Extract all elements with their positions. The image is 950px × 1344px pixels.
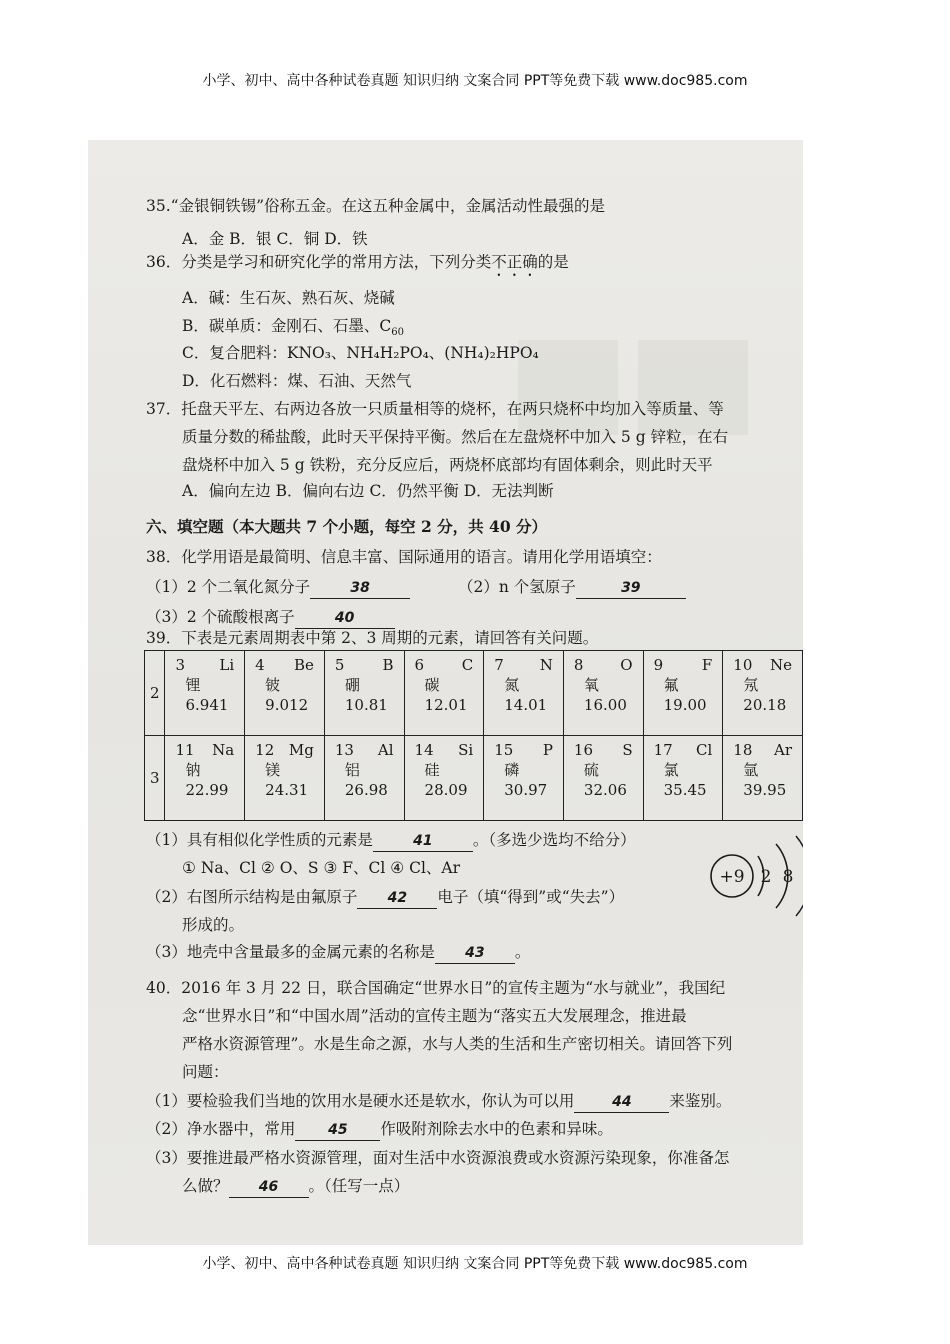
blank-46[interactable]: 46 — [229, 1177, 309, 1198]
q36-stem — [146, 252, 569, 280]
q38-stem: 38．化学用语是最简明、信息丰富、国际通用的语言。请用化学用语填空： — [146, 548, 662, 566]
q36-option-b-text: B．碳单质：金刚石、石墨、C — [182, 317, 392, 335]
period-3-row — [145, 736, 803, 821]
q38-part2-label: （2）n 个氢原子 — [458, 578, 576, 596]
element-cell: 6 C 碳 12.01 — [404, 651, 484, 736]
q40-sub2-end: 作吸附剂除去水中的色素和异味。 — [380, 1120, 613, 1138]
q36-emphasis: 不正确 — [491, 253, 538, 271]
section-six-title: 六、填空题（本大题共 7 个小题，每空 2 分，共 40 分） — [146, 517, 548, 536]
blank-43[interactable]: 43 — [435, 943, 515, 964]
q37-line1: 37．托盘天平左、右两边各放一只质量相等的烧杯，在两只烧杯中均加入等质量、等 — [146, 400, 724, 418]
blank-38[interactable]: 38 — [310, 578, 410, 599]
q36-option-b-sub: 60 — [391, 327, 404, 339]
q40-sub3-cont — [182, 1176, 409, 1198]
element-cell: 4 Be 铍 9.012 — [245, 651, 325, 736]
q39-sub1 — [146, 830, 636, 852]
q35-options: A．金 B．银 C．铜 D．铁 — [182, 230, 368, 248]
fluoride-ion-structure-diagram — [700, 828, 803, 924]
q40-sub1-label: （1）要检验我们当地的饮用水是硬水还是软水，你认为可以用 — [146, 1092, 575, 1110]
element-cell: 10 Ne 氖 20.18 — [723, 651, 803, 736]
q40-sub2 — [146, 1119, 613, 1141]
q39-sub2-label: （2）右图所示结构是由氟原子 — [146, 888, 358, 906]
blank-41[interactable]: 41 — [373, 831, 473, 852]
q37-options: A．偏向左边 B．偏向右边 C．仍然平衡 D．无法判断 — [182, 482, 554, 500]
q39-sub2 — [146, 887, 624, 909]
element-cell: 8 O 氧 16.00 — [563, 651, 643, 736]
q39-sub2-cont: 形成的。 — [182, 916, 245, 934]
q40-sub2-label: （2）净水器中，常用 — [146, 1120, 296, 1138]
q39-sub3 — [146, 942, 530, 964]
q36-option-a: A．碱：生石灰、熟石灰、烧碱 — [182, 289, 395, 307]
q38-part3-label: （3）2 个硫酸根离子 — [146, 608, 295, 626]
shell-1-electrons: 2 — [760, 867, 772, 887]
period-2-row — [145, 651, 803, 736]
q39-stem: 39．下表是元素周期表中第 2、3 周期的元素，请回答有关问题。 — [146, 629, 599, 647]
q40-sub3: （3）要推进最严格水资源管理，面对生活中水资源浪费或水资源污染现象，你准备怎 — [146, 1149, 730, 1167]
q40-line4: 问题： — [182, 1063, 229, 1081]
q40-sub1 — [146, 1091, 731, 1113]
q40-line1: 40．2016 年 3 月 22 日，联合国确定“世界水日”的宣传主题为“水与就业”，我国纪 — [146, 979, 726, 997]
q39-sub1-note: 。（多选少选均不给分） — [472, 831, 636, 849]
q36-option-d: D．化石燃料：煤、石油、天然气 — [182, 372, 412, 390]
q39-sub3-end: 。 — [514, 943, 531, 961]
q39-sub1-options: ① Na、Cl ② O、S ③ F、Cl ④ Cl、Ar — [182, 859, 461, 877]
bleed-through-shading — [638, 340, 748, 435]
q37-line3: 盘烧杯中加入 5 g 铁粉，充分反应后，两烧杯底部均有固体剩余，则此时天平 — [182, 456, 713, 474]
element-cell: 13 Al 铝 26.98 — [324, 736, 404, 821]
q38-part3 — [146, 607, 395, 629]
q40-line2: 念“世界水日”和“中国水周”活动的宣传主题为“落实五大发展理念，推进最 — [182, 1007, 687, 1025]
element-cell: 11 Na 钠 22.99 — [165, 736, 245, 821]
shell-2-electrons: 8 — [782, 867, 794, 887]
q40-sub1-end: 来鉴别。 — [669, 1092, 732, 1110]
blank-42[interactable]: 42 — [357, 888, 437, 909]
q36-option-b — [182, 316, 404, 343]
q36-stem-end: 的是 — [537, 253, 569, 271]
element-cell: 16 S 硫 32.06 — [563, 736, 643, 821]
nucleus-charge: +9 — [719, 867, 745, 887]
element-cell: 17 Cl 氯 35.45 — [643, 736, 723, 821]
page-footer: 小学、初中、高中各种试卷真题 知识归纳 文案合同 PPT等免费下载 www.doc985.com — [202, 1256, 748, 1272]
page-header: 小学、初中、高中各种试卷真题 知识归纳 文案合同 PPT等免费下载 www.doc985.com — [202, 73, 748, 89]
q38-part1-label: （1）2 个二氧化氮分子 — [146, 578, 311, 596]
element-cell: 9 F 氟 19.00 — [643, 651, 723, 736]
element-cell: 3 Li 锂 6.941 — [165, 651, 245, 736]
q40-sub3-prompt: 么做？ — [182, 1177, 229, 1195]
q39-sub1-label: （1）具有相似化学性质的元素是 — [146, 831, 373, 849]
period-label: 3 — [145, 736, 165, 821]
blank-44[interactable]: 44 — [574, 1092, 669, 1113]
q36-option-c: C．复合肥料：KNO₃、NH₄H₂PO₄、(NH₄)₂HPO₄ — [182, 344, 539, 362]
q39-sub2-note: 电子（填“得到”或“失去”） — [437, 888, 625, 906]
scanned-exam-page — [88, 140, 803, 1245]
q40-sub3-end: 。（任写一点） — [308, 1177, 410, 1195]
element-cell: 5 B 硼 10.81 — [324, 651, 404, 736]
period-label: 2 — [145, 651, 165, 736]
q35-stem: 35.“金银铜铁锡”俗称五金。在这五种金属中，金属活动性最强的是 — [146, 197, 606, 215]
q40-line3: 严格水资源管理”。水是生命之源，水与人类的生活和生产密切相关。请回答下列 — [182, 1035, 733, 1053]
element-cell: 15 P 磷 30.97 — [484, 736, 564, 821]
element-cell: 18 Ar 氩 39.95 — [723, 736, 803, 821]
q38-part12 — [146, 577, 686, 599]
q37-line2: 质量分数的稀盐酸，此时天平保持平衡。然后在左盘烧杯中加入 5 g 锌粒，在右 — [182, 428, 729, 446]
electron-shell-outer — [796, 836, 803, 916]
blank-45[interactable]: 45 — [295, 1120, 380, 1141]
q36-stem-text: 36．分类是学习和研究化学的常用方法，下列分类 — [146, 253, 492, 271]
periodic-table — [144, 650, 803, 821]
element-cell: 7 N 氮 14.01 — [484, 651, 564, 736]
element-cell: 14 Si 硅 28.09 — [404, 736, 484, 821]
element-cell: 12 Mg 镁 24.31 — [245, 736, 325, 821]
blank-40[interactable]: 40 — [295, 608, 395, 629]
blank-39[interactable]: 39 — [576, 578, 686, 599]
q39-sub3-label: （3）地壳中含量最多的金属元素的名称是 — [146, 943, 435, 961]
